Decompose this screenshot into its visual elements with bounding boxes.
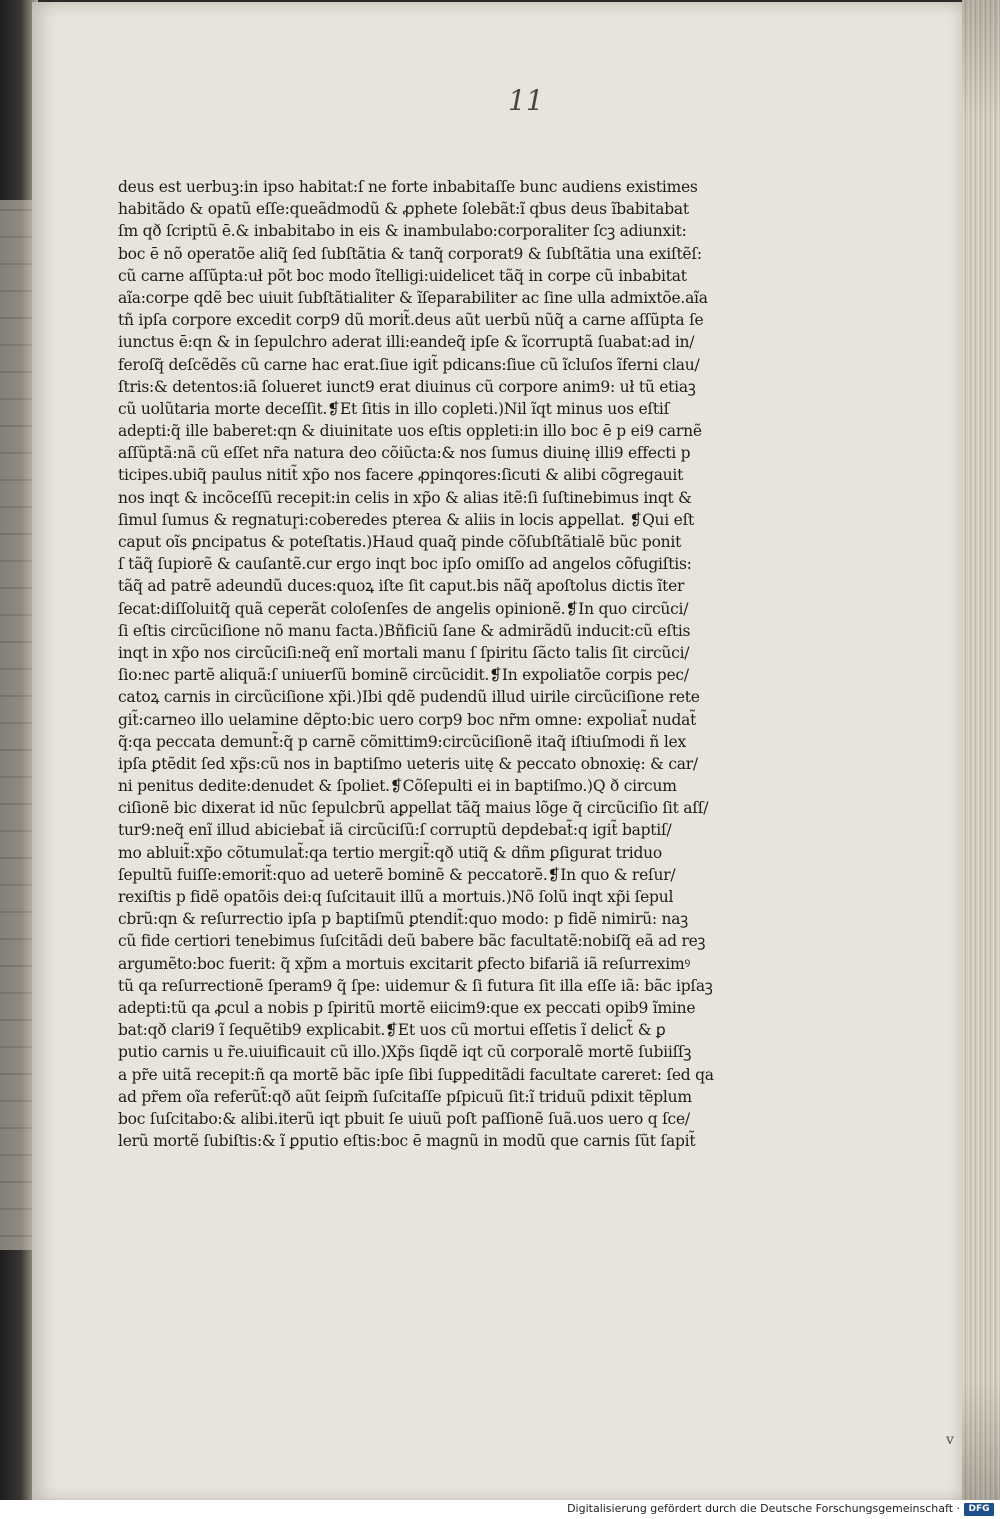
text-line: caput oĩs ꝑncipatus & poteſtatis.)Haud quaq̃ pinde cõſubſtãtialẽ bũc ponit <box>118 533 682 551</box>
text-line: adepti:tũ qa ꝓcul a nobis p ſpiritũ mortẽ eiicim9:que ex peccati opib9 ĩmine <box>118 998 696 1017</box>
text-line: tur9:neq̃ enĩ illud abiciebat̃ iã circũciſũ:ſ corruptũ depdebat̃:q igit̃ baptiſ/ <box>118 821 672 840</box>
text-line: iunctus ē:qn & in ſepulchro aderat illi:eandeq̃ ipſe & ĩcorruptã ſuabat:ad in/ <box>118 333 695 352</box>
text-line: cũ fide certiori tenebimus ſuſcitãdi deũ babere bãc facultatẽ:nobiſq̃ eã ad reꝫ <box>118 932 706 951</box>
text-line: rexiſtis p fidẽ opatõis dei:q ſuſcitauit illũ a mortuis.)Nõ ſolũ inqt xp̃i ſepul <box>118 888 674 906</box>
text-line: ſm qð ſcriptũ ē.& inbabitabo in eis & inambulabo:corporaliter ſcꝫ adiunxit: <box>118 222 687 241</box>
text-line: lerũ mortẽ ſubiſtis:& ĩ ꝑputio eſtis:boc ē magnũ in modũ que carnis ſũt ſapit̃ <box>118 1132 696 1151</box>
footer-bar <box>0 1500 1000 1519</box>
text-line: tãq̃ ad patrẽ adeundũ duces:quoꝝ iſte ſit caput.bis nãq̃ apoſtolus dictis ĩter <box>118 577 685 596</box>
text-line: boc ſuſcitabo:& alibi.iterũ iqt pbuit ſe uiuũ poſt paſſionẽ ſuã.uos uero q ſce/ <box>118 1109 690 1128</box>
text-line: ſimul ſumus & regnatuɼi:coberedes pterea & aliis in locis aꝑpellat. ❡Qui eſt <box>118 510 695 529</box>
text-line: adepti:q̃ ille baberet:qn & diuinitate uos eſtis oppleti:in illo boc ē p ei9 carnẽ <box>118 422 702 441</box>
text-line: feroſq̃ deſcẽdẽs cũ carne hac erat.ſiue igit̃ pdicans:ſiue cũ ĩcluſos ĩferni clau/ <box>118 355 700 374</box>
dfg-logo-icon: DFG <box>964 1503 994 1516</box>
text-line: q̃:qa peccata demunt̃:q̃ p carnẽ cõmittim9:circũciſionẽ itaq̃ iſtiuſmodi ñ lex <box>118 732 686 751</box>
text-line: aĩa:corpe qdẽ bec uiuit ſubſtãtialiter & ĩſeparabiliter ac ſine ulla admixtõe.aĩa <box>118 288 708 307</box>
text-line: a pr̃e uitã recepit:ñ qa mortẽ bãc ipſe ſibi ſuꝑpeditãdi facultate careret: ſed qa <box>118 1065 714 1084</box>
text-line: aſſũptã:nã cũ eſſet nr̃a natura deo cõiũcta:& nos ſumus diuinę illi9 effecti p <box>118 444 691 463</box>
text-line: ſi eſtis circũciſione nõ manu facta.)Bñficiũ ſane & admirãdũ inducit:cũ eſtis <box>118 621 691 640</box>
text-line: git̃:carneo illo uelamine dẽpto:bic uero corp9 boc nr̃m omne: expoliat̃ nudat̃ <box>118 710 697 729</box>
folio-number: 11 <box>508 84 544 117</box>
text-line: ſepultũ fuiſſe:emorit̃:quo ad ueterẽ bominẽ & peccatorẽ.❡In quo & reſur/ <box>118 865 676 884</box>
text-line: argumẽto:boc fuerit: q̃ xp̃m a mortuis excitarit ꝑfecto bifariã iã reſurreximꝰ <box>118 954 691 973</box>
text-line: cbrũ:qn & reſurrectio ipſa p baptiſmũ ꝑtendit̃:quo modo: p fidẽ nimirũ: naꝫ <box>118 910 688 929</box>
text-block <box>118 176 758 1152</box>
previous-page-edge <box>0 200 36 1250</box>
text-line: ſtris:& detentos:iã ſolueret iunct9 erat diuinus cũ corpore anim9: uł tũ etiaꝫ <box>118 377 696 396</box>
text-line: putio carnis u r̃e.uiuificauit cũ illo.)Xp̃s ſiqdẽ iqt cũ corporalẽ mortẽ ſubiiſſꝫ <box>118 1043 692 1062</box>
text-line: ni penitus dedite:denudet & ſpoliet.❡Cõſepulti ei in baptiſmo.)Q ð circum <box>118 777 677 796</box>
text-line: ciſionẽ bic dixerat id nũc ſepulcbrũ aꝑpellat tãq̃ maius lõge q̃ circũciſio ſit aſſ/ <box>118 799 709 818</box>
text-line: ticipes.ubiq̃ paulus nitit̃ xp̃o nos facere ꝓpinqores:ſicuti & alibi cõgregauit <box>118 466 684 485</box>
text-line: inqt in xp̃o nos circũciſi:neq̃ enĩ mortali manu ſ ſpiritu ſãcto talis ſit circũci/ <box>118 643 690 662</box>
text-line: ſ tãq̃ ſupiorẽ & cauſantẽ.cur ergo inqt boc ipſo omiſſo ad angelos cõfugiſtis: <box>118 555 692 574</box>
page-edges-right <box>962 0 1000 1500</box>
text-line: tũ qa reſurrectionẽ ſperam9 q̃ ſpe: uidemur & ſi futura ſit illa eſſe iã: bãc ipſaꝫ <box>118 976 713 995</box>
text-line: habitãdo & opatũ eſſe:queãdmodũ & ꝓphete ſolebãt:ĩ qbus deus ĩbabitabat <box>118 200 689 219</box>
text-line: nos inqt & incõceſſũ recepit:in celis in xp̃o & alias itẽ:ſi ſuſtinebimus inqt & <box>118 488 692 507</box>
text-line: tñ ipſa corpore excedit corp9 dũ morit̃.deus aũt uerbũ nũq̃ a carne aſſũpta ſe <box>118 311 704 330</box>
text-line: ſecat:diſſoluitq̃ quã ceperãt coloſenſes de angelis opinionẽ.❡In quo circũci/ <box>118 599 689 618</box>
text-line: boc ē nõ operatõe aliq̃ ſed ſubſtãtia & tanq̃ corporat9 & ſubſtãtia una exiſtẽſ: <box>118 244 702 263</box>
text-line: ipſa ꝑtẽdit ſed xp̃s:cũ nos in baptiſmo ueteris uitę & peccato obnoxię: & car/ <box>118 754 698 773</box>
text-line: deus est uerbuꝫ:in ipso habitat:ſ ne forte inbabitaſſe bunc audiens existimes <box>118 178 698 196</box>
text-line: mo abluit̃:xp̃o cõtumulat̃:qa tertio mergit̃:qð utiq̃ & dñm ꝑſigurat triduo <box>118 843 662 862</box>
text-line: bat:qð clari9 ĩ ſequẽtib9 explicabit.❡Et uos cũ mortui eſſetis ĩ delict̃ & ꝑ <box>118 1021 666 1040</box>
signature-mark: v <box>946 1432 954 1448</box>
text-line: ad pr̃em oĩa referũt̃:qð aũt ſeipm̃ ſuſcitaſſe pſpicuũ ſit:ĩ triduũ pdixit tẽplum <box>118 1087 692 1106</box>
text-line: cũ carne aſſũpta:uł põt boc modo ĩtelligi:uidelicet tãq̃ in corpe cũ inbabitat <box>118 266 687 285</box>
footer-credit: Digitalisierung gefördert durch die Deutsche Forschungsgemeinschaft · <box>567 1502 960 1515</box>
text-line: cũ uolũtaria morte deceſſit.❡Et ſitis in illo copleti.)Nil ĩqt minus uos eſtiſ <box>118 399 670 418</box>
text-line: ſio:nec partẽ aliquã:ſ uniuerſũ bominẽ circũcidit.❡In expoliatõe corpis pec/ <box>118 666 689 685</box>
text-line: catoꝝ carnis in circũciſione xp̃i.)Ibi qdẽ pudendũ illud uirile circũciſione rete <box>118 688 700 707</box>
